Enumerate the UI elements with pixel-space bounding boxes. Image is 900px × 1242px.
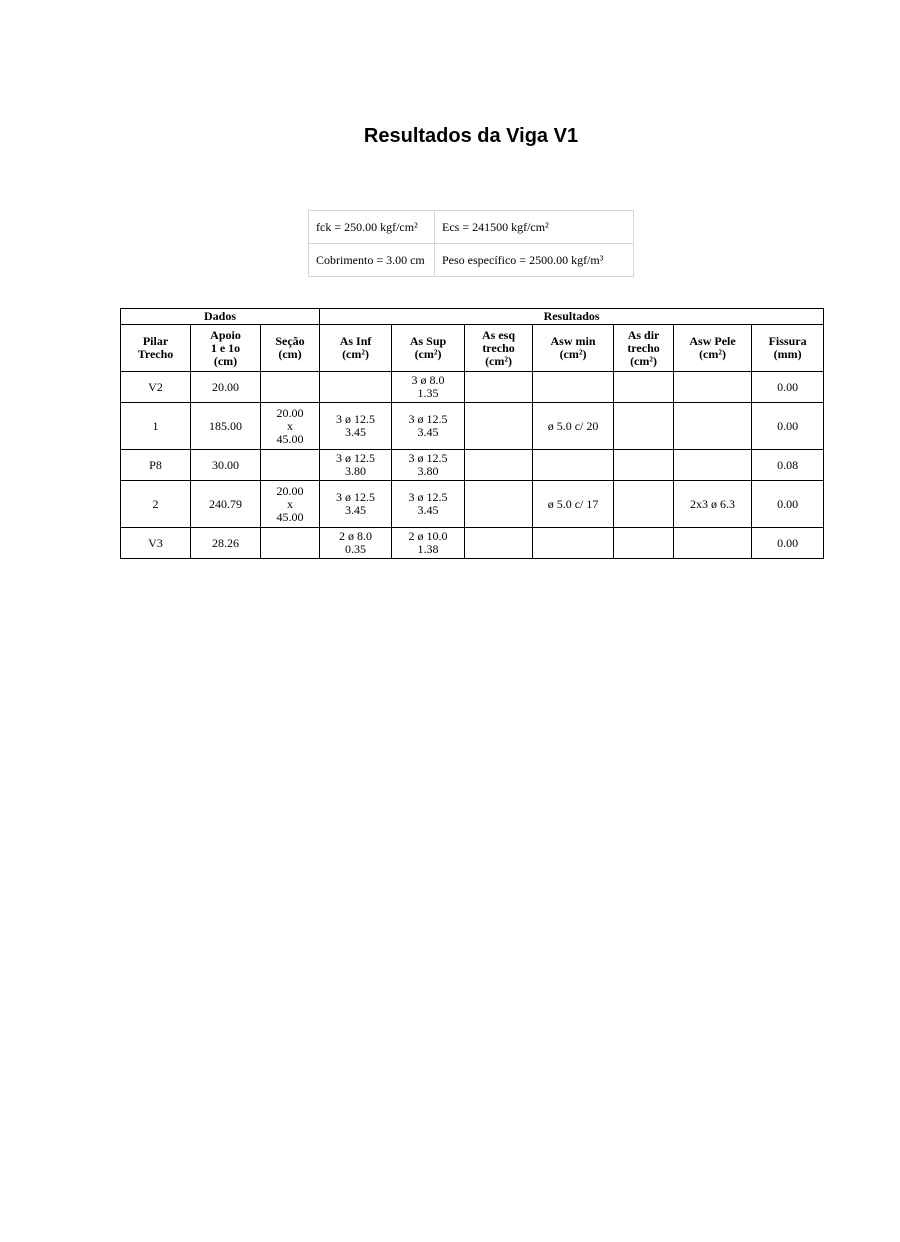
pilar-trecho-cell xyxy=(121,528,191,559)
header-as-dir-trecho xyxy=(614,325,674,372)
fissura-cell xyxy=(752,372,824,403)
cell-line: 3 ø 12.5 xyxy=(336,451,376,465)
asw-min-cell xyxy=(533,403,614,450)
as-sup-cell xyxy=(392,403,465,450)
as-sup-cell xyxy=(392,450,465,481)
header-line: Asw min xyxy=(550,334,596,348)
table-row xyxy=(121,372,824,403)
cell-line: 28.26 xyxy=(212,535,239,550)
header-line: Apoio xyxy=(210,327,241,342)
cell-line: V2 xyxy=(148,379,163,394)
table-row xyxy=(121,528,824,559)
asw-min-cell xyxy=(533,450,614,481)
header-asw-min xyxy=(533,325,614,372)
header-line: Trecho xyxy=(137,347,174,361)
cell-line: 2 xyxy=(152,496,159,511)
pilar-trecho-cell xyxy=(121,372,191,403)
table-row xyxy=(121,403,824,450)
as-dir-trecho-cell xyxy=(614,403,674,450)
as-inf-cell xyxy=(320,450,392,481)
cell-line: 3.45 xyxy=(345,425,367,439)
cell-line: 2x3 ø 6.3 xyxy=(690,496,736,511)
cell-line: 2 ø 8.0 xyxy=(339,529,373,543)
as-esq-trecho-cell xyxy=(465,481,533,528)
fck-cell: fck = 250.00 kgf/cm² xyxy=(309,211,435,244)
apoio-cell xyxy=(191,403,261,450)
secao-cell xyxy=(261,528,320,559)
apoio-cell xyxy=(191,450,261,481)
header-line: trecho xyxy=(627,340,660,355)
peso-especifico-cell: Peso específico = 2500.00 kgf/m³ xyxy=(435,244,634,277)
as-dir-trecho-cell xyxy=(614,481,674,528)
cell-line: 0.00 xyxy=(777,418,799,433)
as-inf-cell xyxy=(320,481,392,528)
cell-line: 1 xyxy=(152,418,159,433)
as-sup-cell xyxy=(392,481,465,528)
asw-pele-cell xyxy=(674,403,752,450)
group-header-row xyxy=(121,309,824,325)
group-dados-header: Dados xyxy=(121,309,320,325)
header-line: (cm²) xyxy=(485,353,512,368)
cell-line: x xyxy=(287,496,294,511)
fissura-cell xyxy=(752,450,824,481)
results-table xyxy=(120,308,824,559)
asw-pele-cell xyxy=(674,481,752,528)
header-line: Asw Pele xyxy=(689,334,736,348)
header-line: (cm²) xyxy=(699,347,726,361)
cell-line: 3 ø 12.5 xyxy=(336,412,376,426)
header-line: (cm²) xyxy=(559,347,587,361)
cell-line: 3 ø 12.5 xyxy=(408,412,448,426)
cell-line: 1.35 xyxy=(417,386,439,400)
cell-line: V3 xyxy=(148,535,163,550)
fissura-cell xyxy=(752,528,824,559)
as-dir-trecho-cell xyxy=(614,528,674,559)
header-line: (cm) xyxy=(278,347,302,361)
header-apoio xyxy=(191,325,261,372)
cell-line: x xyxy=(287,418,294,433)
header-line: (mm) xyxy=(773,347,802,361)
fissura-cell xyxy=(752,403,824,450)
cell-line: 0.08 xyxy=(777,457,799,472)
parameters-table xyxy=(308,210,634,277)
header-as-inf xyxy=(320,325,392,372)
header-line: As Sup xyxy=(409,334,447,348)
header-pilar-trecho xyxy=(121,325,191,372)
cell-line: 185.00 xyxy=(209,418,242,433)
cell-line: P8 xyxy=(149,457,162,472)
column-header-row xyxy=(121,325,824,372)
header-asw-pele xyxy=(674,325,752,372)
cell-line: 3 ø 12.5 xyxy=(336,490,376,504)
header-line: As dir xyxy=(627,327,660,342)
cell-line: 3.45 xyxy=(417,425,439,439)
cell-line: 2 ø 10.0 xyxy=(408,529,448,543)
apoio-cell xyxy=(191,528,261,559)
cell-line: ø 5.0 c/ 20 xyxy=(547,418,599,433)
header-as-sup xyxy=(392,325,465,372)
group-resultados-header: Resultados xyxy=(320,309,824,325)
asw-pele-cell xyxy=(674,450,752,481)
header-fissura xyxy=(752,325,824,372)
cell-line: 20.00 xyxy=(276,483,304,498)
cell-line: 3.45 xyxy=(345,503,367,517)
cell-line: 0.00 xyxy=(777,535,799,550)
cell-line: 240.79 xyxy=(209,496,242,511)
fissura-cell xyxy=(752,481,824,528)
apoio-cell xyxy=(191,481,261,528)
as-inf-cell xyxy=(320,372,392,403)
cell-line: 45.00 xyxy=(276,509,304,524)
secao-cell xyxy=(261,372,320,403)
cell-line: 3.45 xyxy=(417,503,439,517)
header-as-esq-trecho xyxy=(465,325,533,372)
cell-line: 3 ø 12.5 xyxy=(408,451,448,465)
header-line: 1 e 1o xyxy=(210,340,241,355)
table-row xyxy=(121,450,824,481)
as-esq-trecho-cell xyxy=(465,450,533,481)
header-secao xyxy=(261,325,320,372)
header-line: (cm) xyxy=(213,353,238,368)
cell-line: ø 5.0 c/ 17 xyxy=(547,496,599,511)
secao-cell xyxy=(261,403,320,450)
table-row xyxy=(121,481,824,528)
cell-line: 30.00 xyxy=(212,457,239,472)
asw-min-cell xyxy=(533,481,614,528)
as-esq-trecho-cell xyxy=(465,372,533,403)
header-line: Seção xyxy=(275,334,305,348)
asw-pele-cell xyxy=(674,528,752,559)
secao-cell xyxy=(261,481,320,528)
page-title: Resultados da Viga V1 xyxy=(363,125,579,147)
as-esq-trecho-cell xyxy=(465,528,533,559)
cell-line: 3 ø 8.0 xyxy=(411,373,445,387)
header-line: trecho xyxy=(482,340,515,355)
cell-line: 0.00 xyxy=(777,379,799,394)
as-inf-cell xyxy=(320,403,392,450)
cobrimento-cell: Cobrimento = 3.00 cm xyxy=(309,244,435,277)
cell-line: 3.80 xyxy=(417,464,439,478)
pilar-trecho-cell xyxy=(121,481,191,528)
asw-min-cell xyxy=(533,528,614,559)
pilar-trecho-cell xyxy=(121,450,191,481)
as-sup-cell xyxy=(392,528,465,559)
parameters-row xyxy=(309,211,634,244)
cell-line: 3.80 xyxy=(345,464,367,478)
header-line: Pilar xyxy=(142,334,169,348)
header-line: As esq xyxy=(482,327,516,342)
secao-cell xyxy=(261,450,320,481)
header-line: As Inf xyxy=(339,334,372,348)
apoio-cell xyxy=(191,372,261,403)
asw-min-cell xyxy=(533,372,614,403)
cell-line: 3 ø 12.5 xyxy=(408,490,448,504)
as-dir-trecho-cell xyxy=(614,450,674,481)
asw-pele-cell xyxy=(674,372,752,403)
as-sup-cell xyxy=(392,372,465,403)
pilar-trecho-cell xyxy=(121,403,191,450)
header-line: (cm²) xyxy=(630,353,657,368)
as-inf-cell xyxy=(320,528,392,559)
cell-line: 45.00 xyxy=(276,431,304,446)
header-line: (cm²) xyxy=(342,347,369,361)
ecs-cell: Ecs = 241500 kgf/cm² xyxy=(435,211,634,244)
cell-line: 1.38 xyxy=(417,542,439,556)
header-line: Fissura xyxy=(768,334,807,348)
cell-line: 20.00 xyxy=(276,405,304,420)
parameters-row xyxy=(309,244,634,277)
cell-line: 20.00 xyxy=(212,379,239,394)
as-dir-trecho-cell xyxy=(614,372,674,403)
results-body xyxy=(121,372,824,559)
cell-line: 0.00 xyxy=(777,496,799,511)
cell-line: 0.35 xyxy=(345,542,367,556)
as-esq-trecho-cell xyxy=(465,403,533,450)
header-line: (cm²) xyxy=(414,347,442,361)
